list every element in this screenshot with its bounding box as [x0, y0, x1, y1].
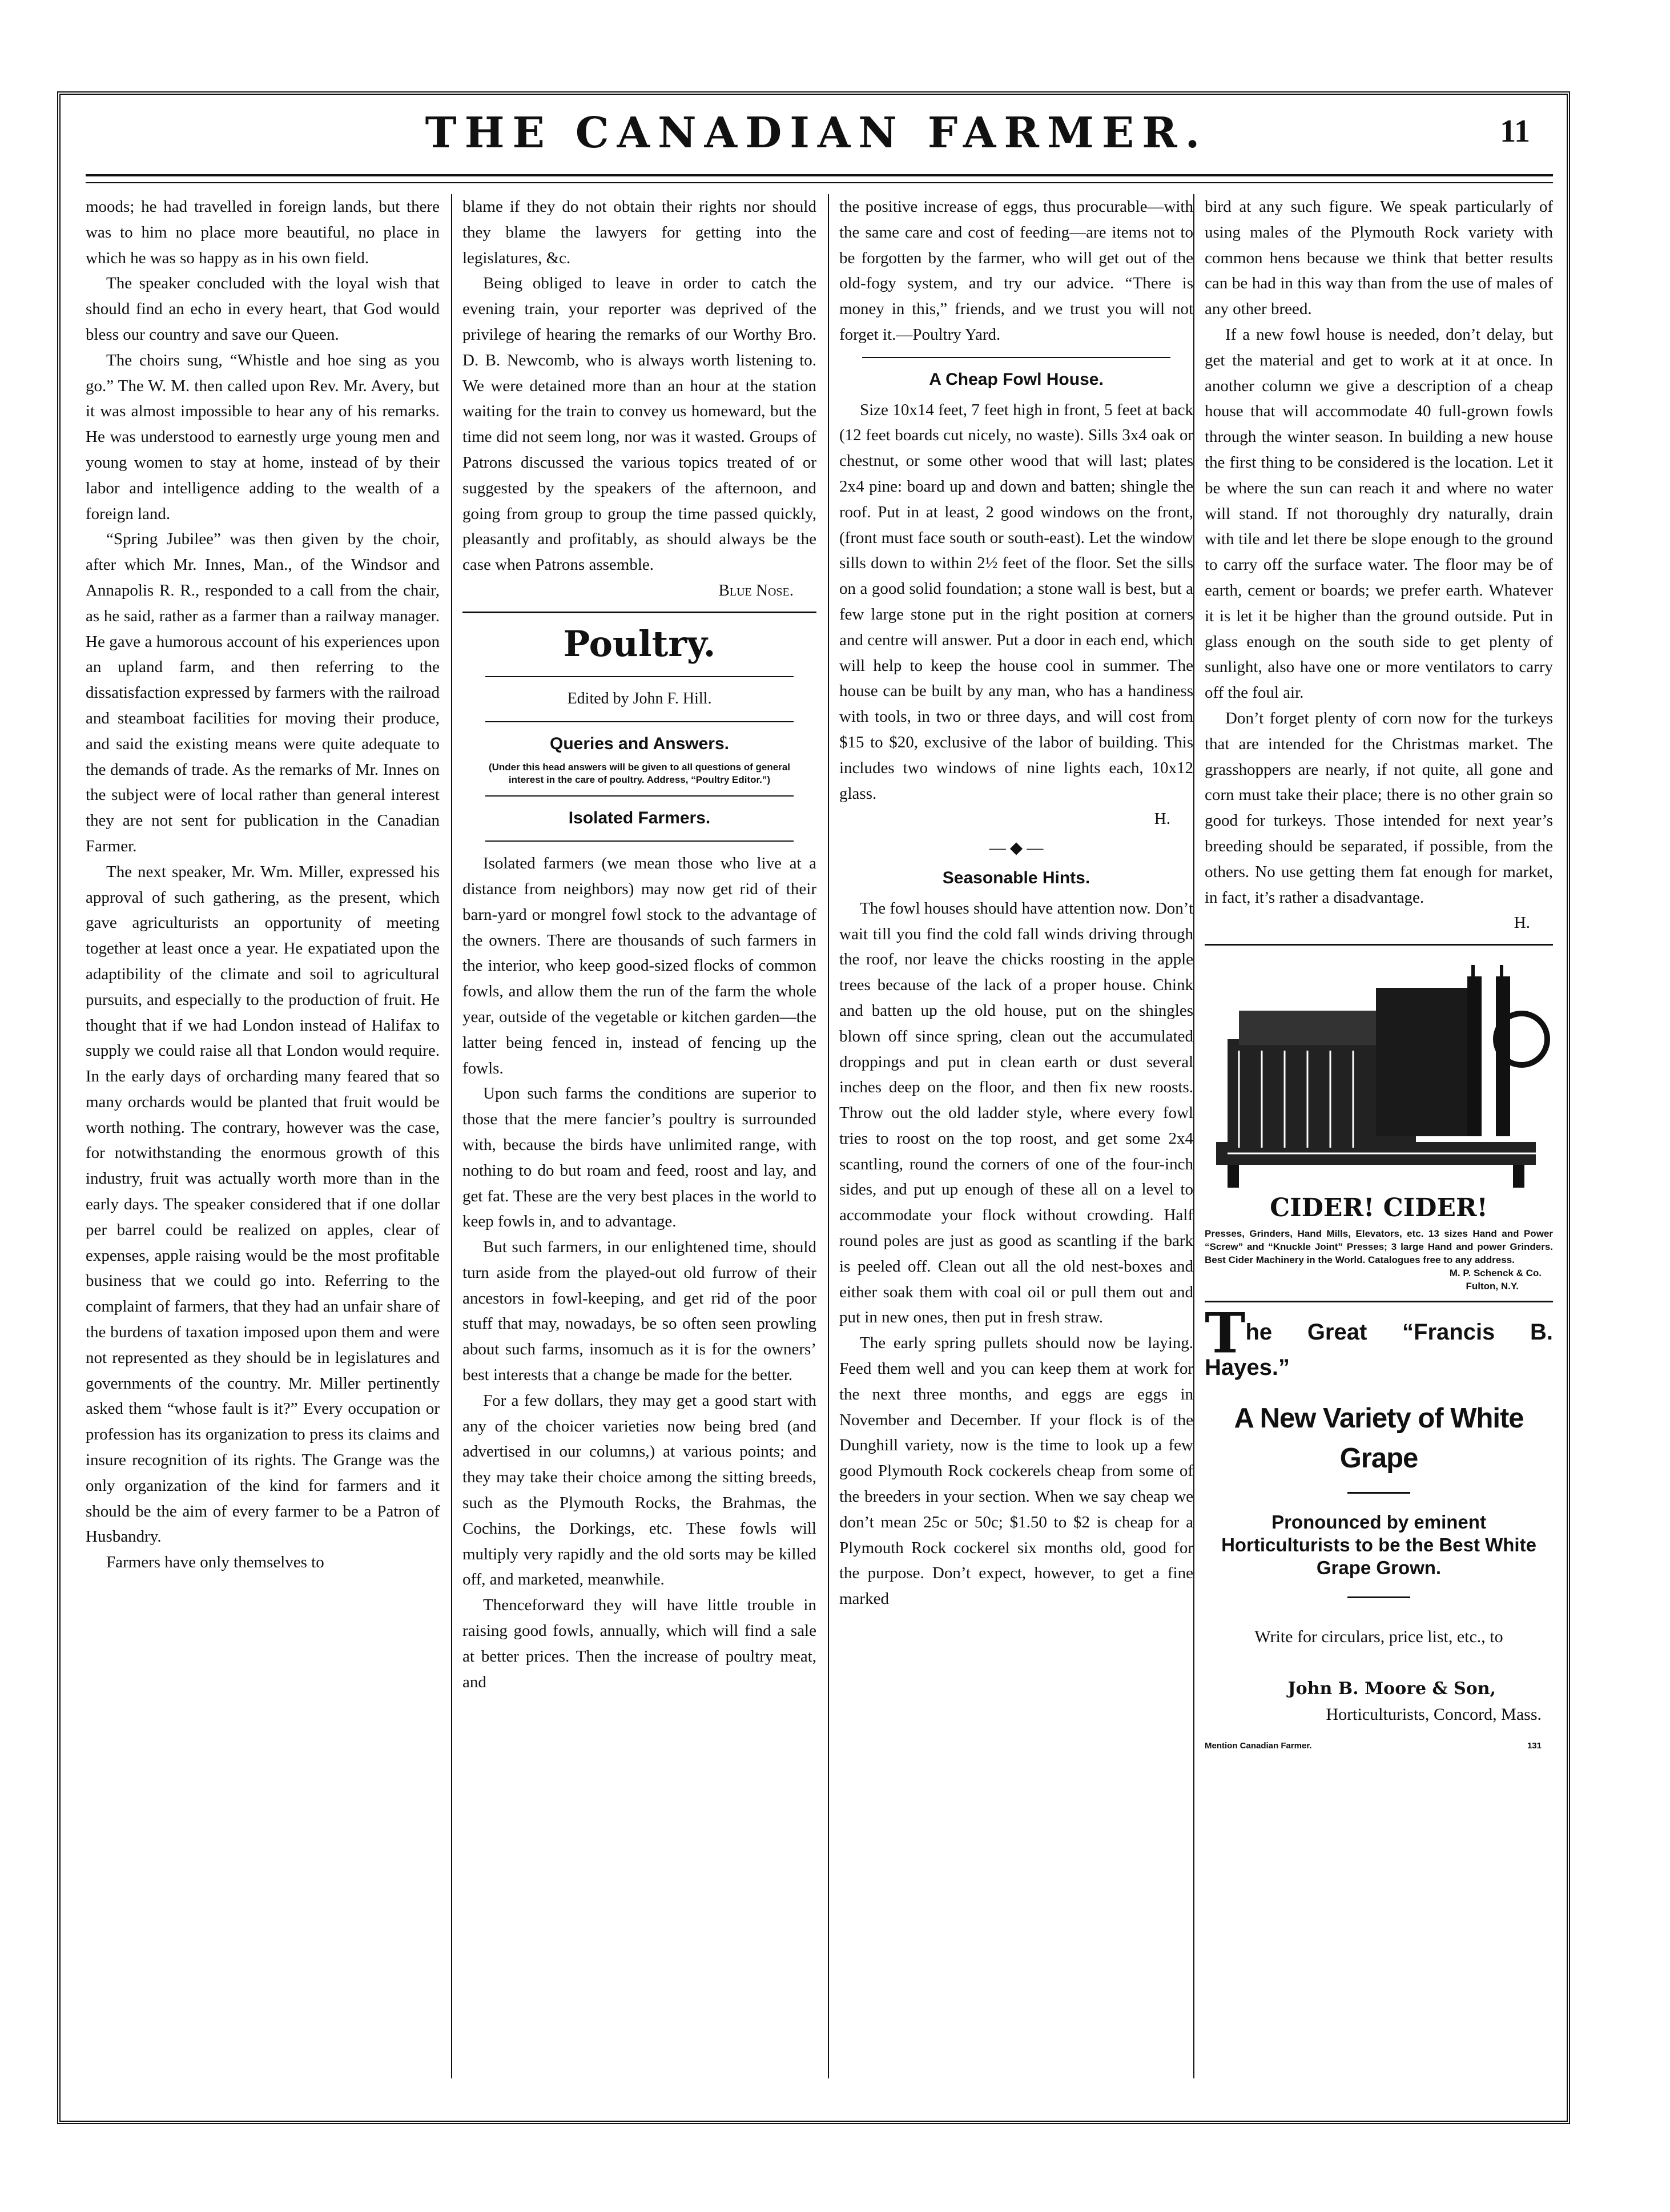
- column-4: [1205, 194, 1553, 2084]
- paragraph: Size 10x14 feet, 7 feet high in front, 5 feet at back (12 feet boards cut nicely, no waste). Sills 3x4 oak or chestnut, or some other wood that will last; plates 2x4 pine: board up and down and batten; shingle the roof. Put in at least, 2 good windows on the front, (front must face south or south-east). Let the window sills down to within 2½ feet of the floor. Set the sills on a good solid foundation; a stone wall is best, but a few large stone put in the right position at corners and centre will answer. Put a door in each end, which will help to keep the house cool in summer. The house can be built by any man, who has a handiness with tools, in two or three days, and will cost from $15 to $20, exclusive of the labor of building. This includes two windows of nine lights each, 10x12 glass.: [839, 400, 1193, 803]
- column-3: [839, 194, 1193, 2084]
- grape-ad-title-rest: he Great “Francis B. Hayes.”: [1205, 1319, 1553, 1381]
- section-divider: [1205, 1301, 1553, 1302]
- ornament-divider: — ◆ —: [989, 839, 1044, 858]
- drop-cap: T: [1205, 1301, 1246, 1366]
- signature: Blue Nose.: [718, 581, 794, 600]
- divider: [485, 795, 794, 797]
- paragraph: Upon such farms the conditions are superior to those that the mere fancier’s poultry is surrounded with, because the birds have unlimited range, with nothing to do but roam and feed, roost and lay, and get fat. These are the very best places in the world to keep fowls in, and to advantage.: [462, 1084, 816, 1231]
- page-number: 11: [1500, 114, 1530, 149]
- paragraph: Farmers have only themselves to: [106, 1553, 324, 1572]
- paragraph: blame if they do not obtain their rights nor should they blame the lawyers for getting into the legislatures, &c.: [462, 198, 816, 267]
- paragraph: the positive increase of eggs, thus procurable—with the same care and cost of feeding—are items not to be forgotten by the farmer, who will get out of the old-fogy system, and try our advice. “There is money in this,” friends, and we trust you will not forget it.—Poultry Yard.: [839, 198, 1193, 344]
- paragraph: For a few dollars, they may get a good start with any of the choicer varieties now being bred (and advertised in our columns,) at various points; and they may take their choice among the sitting breeds, such as the Plymouth Rocks, the Brahmas, the Cochins, the Dorkings, etc. These fowls will multiply very rapidly and the old sorts may be killed off, and marketed, meanwhile.: [462, 1391, 816, 1589]
- section-divider: [1205, 944, 1553, 946]
- grape-ad-title: [1205, 1301, 1553, 1385]
- ad-code: 131: [1527, 1740, 1542, 1751]
- paragraph: bird at any such figure. We speak particularly of using males of the Plymouth Rock variety with common hens because we think that better results can be had in this way than from the use of males of any other breed.: [1205, 198, 1553, 319]
- paragraph: The choirs sung, “Whistle and hoe sing as you go.” The W. M. then called upon Rev. Mr. Avery, but it was almost impossible to hear any of his remarks. He was understood to earnestly urge young men and young women to stay at home, instead of by their labor and intelligence adding to the wealth of a foreign land.: [86, 351, 440, 523]
- grape-ad-headline: A New Variety of White Grape: [1234, 1403, 1524, 1474]
- grape-ad-instruction: Write for circulars, price list, etc., to: [1254, 1627, 1503, 1647]
- cider-ad-place: Fulton, N.Y.: [1466, 1280, 1519, 1292]
- paragraph: The early spring pullets should now be laying. Feed them well and you can keep them at work for the next three months, and eggs are eggs in November and December. If your flock is of the Dunghill variety, now is the time to look up a few good Plymouth Rock cockerels cheap from some of the breeders in your section. When we say cheap we don’t mean 25c or 50c; $1.50 to $2 is cheap for a Plymouth Rock cockerel six months old, good for the purpose. Don’t expect, however, to get a fine marked: [839, 1334, 1193, 1608]
- paragraph: Isolated farmers (we mean those who live at a distance from neighbors) may now get rid of their barn-yard or mongrel fowl stock to the advantage of the owners. There are thousands of such farmers in the interior, who keep good-sized flocks of common fowls, and allow them the run of the farm the whole year, outside of the vegetable or kitchen garden—the latter being fenced in, instead of fencing up the fowls.: [462, 854, 816, 1077]
- divider: [485, 840, 794, 842]
- paragraph: “Spring Jubilee” was then given by the choir, after which Mr. Innes, Man., of the Windsor and Annapolis R. R., responded to a call from the chair, as he said, rather as a farmer than a railway manager. He gave a humorous account of his experiences upon an upland farm, and then referring to the dissatisfaction expressed by farmers with the railroad and steamboat facilities for moving their produce, and said the existing means were quite adequate to the demands of trade. As the remarks of Mr. Innes on the subject were of local rather than general interest they are not sent for publication in the Canadian Farmer.: [86, 530, 440, 855]
- queries-note: (Under this head answers will be given to all questions of general interest in the care of poultry. Address, “Poultry Editor.”): [488, 762, 791, 786]
- masthead: [86, 108, 1547, 171]
- header-rule: [86, 174, 1553, 183]
- column-2: [462, 194, 816, 2084]
- isolated-farmers-heading: Isolated Farmers.: [568, 809, 711, 828]
- cider-ad-title: CIDER! CIDER!: [1270, 1193, 1488, 1223]
- grape-advertisement: [1205, 1301, 1553, 1759]
- section-title: Poultry.: [563, 622, 716, 665]
- divider: [485, 676, 794, 677]
- editor-line: Edited by John F. Hill.: [567, 689, 712, 707]
- divider: [1347, 1596, 1410, 1598]
- paragraph: The next speaker, Mr. Wm. Miller, expressed his approval of such gathering, as the present, which gave agriculturists an opportunity of meeting together at least once a year. He expatiated upon the adaptibility of the climate and soil to agricultural pursuits, and especially to the production of fruit. He thought that if we had London instead of Halifax to supply we could raise all that London would require. In the early days of orcharding many feared that so many orchards would be planted that fruit would be worth nothing. The contrary, however was the case, for notwithstanding the enormous growth of this industry, fruit was actually worth more than in the early days. The speaker considered that if one dollar per barrel could be realized on apples, clear of expenses, apple raising would be the most profitable business that we could go into. Referring to the complaint of farmers, that they had an unfair share of the burdens of taxation imposed upon them and were not represented as they should be in legislatures and governments of the country. Mr. Miller pertinently asked them “whose fault is it?” Every occupation or profession has its organization to press its claims and insure recognition of its rights. The Grange was the only organization of the kind for farmers and it should be the aim of every farmer to be a Patron of Husbandry.: [86, 862, 440, 1546]
- grape-ad-location: Horticulturists, Concord, Mass.: [1326, 1704, 1542, 1724]
- mention-note: Mention Canadian Farmer.: [1205, 1740, 1312, 1751]
- paragraph: The speaker concluded with the loyal wish that should find an echo in every heart, that God would bless our country and save our Queen.: [86, 274, 440, 344]
- divider: [485, 721, 794, 722]
- newspaper-title: THE CANADIAN FARMER.: [425, 108, 1208, 158]
- paragraph: If a new fowl house is needed, don’t delay, but get the material and get to work at it at once. In another column we give a description of a cheap house that will accommodate 40 full-grown fowls through the winter season. In building a new house the first thing to be considered is the location. Let it be where the sun can reach it and where no water will stand. If not thoroughly dry naturally, drain with tile and let there be slope enough to the ground to carry off the surface water. The floor may be of earth, cement or boards; we prefer earth. Whatever it is let it be higher than the ground outside. Put in glass enough on the south side to get plenty of sunlight, also have one or more ventilators to carry off the foul air.: [1205, 325, 1553, 702]
- cider-advertisement: [1205, 954, 1553, 1293]
- cheap-fowl-house-heading: A Cheap Fowl House.: [929, 369, 1104, 389]
- signature: H.: [1154, 810, 1170, 829]
- column-1: [86, 194, 440, 2084]
- cider-ad-text: Presses, Grinders, Hand Mills, Elevators, etc. 13 sizes Hand and Power “Screw” and “Knuckle Joint” Presses; 3 large Hand and power Grinders. Best Cider Machinery in the World. Catalogues free to any address.: [1205, 1228, 1553, 1265]
- cider-ad-firm: M. P. Schenck & Co.: [1449, 1267, 1542, 1278]
- cider-press-illustration: [1205, 954, 1553, 1193]
- grape-ad-endorsement: Pronounced by eminent Horticulturists to be the Best White Grape Grown.: [1221, 1511, 1536, 1579]
- section-divider: [462, 612, 816, 613]
- paragraph: But such farmers, in our enlightened time, should turn aside from the played-out old furrow of their ancestors in fowl-keeping, and get rid of the poor stuff that may, nowadays, be so often seen prowling about such farms, insomuch as it is for the owners’ best interests that a change be made for the better.: [462, 1238, 816, 1385]
- article-columns: [86, 194, 1553, 2084]
- queries-heading: Queries and Answers.: [549, 734, 729, 753]
- paragraph: Thenceforward they will have little trouble in raising good fowls, annually, which will find a sale at better prices. Then the increase of poultry meat, and: [462, 1596, 816, 1691]
- paragraph: Being obliged to leave in order to catch the evening train, your reporter was deprived of the privilege of hearing the remarks of our Worthy Bro. D. B. Newcomb, who is always worth listening to. We were detained more than an hour at the station waiting for the train to convey us homeward, but the time did not seem long, nor was it wasted. Groups of Patrons discussed the various topics treated of or suggested by the speakers of the afternoon, and going from group to group the time passed quickly, pleasantly and profitably, as should always be the case when Patrons assemble.: [462, 274, 816, 574]
- paragraph: The fowl houses should have attention now. Don’t wait till you find the cold fall winds driving through the roof, nor leave the chicks roosting in the apple trees because of the lack of a proper house. Chink and batten up the old house, put on the shingles blown off since spring, clean out the accumulated droppings and put in clean earth or dust several inches deep on the floor, and then fix new roosts. Throw out the old ladder style, where every fowl tries to roost on the top roost, and get some 2x4 scantling, round the corners of one of the four-inch sides, and put up enough of these all on a level to accommodate your flock without crowding. Half round poles are just as good as scantling if the bark is peeled off. Clean out all the old nest-boxes and either soak them with coal oil or pull them out and put in new ones, then put in fresh straw.: [839, 899, 1193, 1327]
- seasonable-hints-heading: Seasonable Hints.: [942, 868, 1090, 887]
- paragraph: moods; he had travelled in foreign lands, but there was to him no place more beautiful, no place in which he was so happy as in his own field.: [86, 198, 440, 267]
- grape-ad-footer: [1205, 1734, 1553, 1759]
- paragraph: Don’t forget plenty of corn now for the turkeys that are intended for the Christmas market. The grasshoppers are nearly, if not quite, all gone and corn must take their place; there is no other grain so good for turkeys. Those intended for next year’s breeding should be separated, if possible, from the others. No use getting them fat enough for market, in fact, it’s rather a disadvantage.: [1205, 709, 1553, 907]
- divider: [1347, 1492, 1410, 1494]
- grape-ad-firm: John B. Moore & Son,: [1287, 1679, 1496, 1699]
- signature: H.: [1514, 914, 1530, 932]
- divider: [862, 357, 1170, 358]
